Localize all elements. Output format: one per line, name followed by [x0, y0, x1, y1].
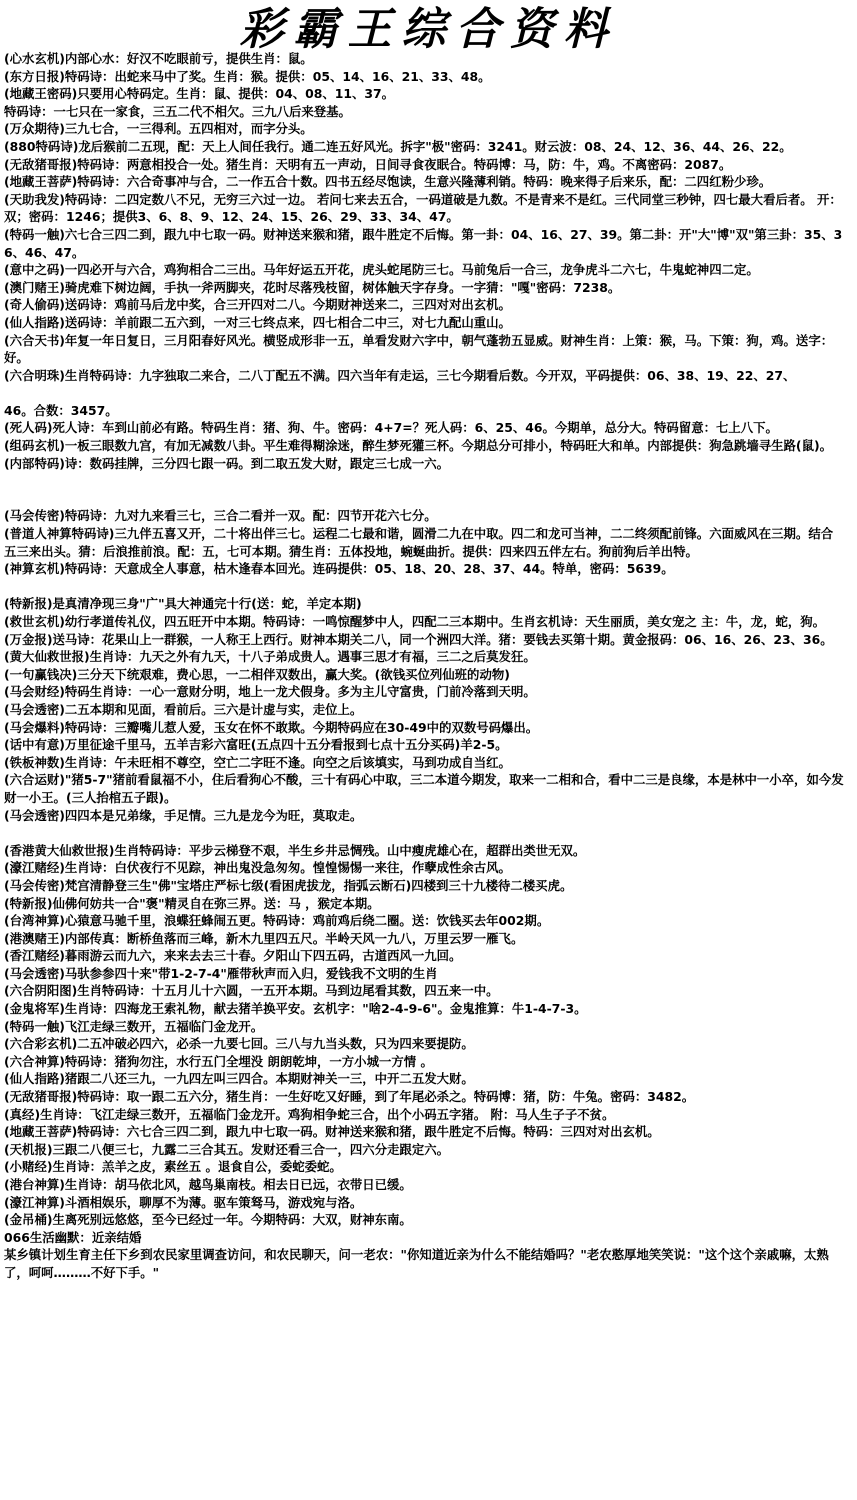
- text-line: (奇人偷码)送码诗：鸡前马后龙中奖，合三开四对二八。今期财神送来二，三四对对出玄机。: [4, 297, 511, 313]
- text-line: (台湾神算)心猿意马驰千里，浪蝶狂蜂闹五更。特码诗：鸡前鸡后绕二圈。送：饮钱买去年002期。: [4, 913, 550, 929]
- text-line: (880特码诗)龙后猴前二五现，配：天上人间任我行。通二连五好风光。拆字"极"密码：3241。财云波：08、24、12、36、44、26、22。: [4, 138, 792, 154]
- text-line: (濠江神算)斗酒相娱乐，聊厚不为薄。驱车策驽马，游戏宛与洛。: [4, 1194, 363, 1210]
- text-line: (香江赌经)暮雨游云而九六，来来去去三十春。夕阳山下四五码，古道西风一九回。: [4, 948, 462, 964]
- text-line: (马会透密)二五本期和见面，看前后。三六是计虚与实，走位上。: [4, 701, 363, 717]
- text-line: (六合天书)年复一年日复日，三月阳春好风光。横竖成形非一五，单看发财六字中，朝气蓬勃五显威。财神生肖：上策：猴，马。下策：狗，鸡。送字：好。: [4, 332, 834, 366]
- text-line: (马会透密)马驮参参四十来"带1-2-7-4"雁带秋声而入归，爱钱我不文明的生肖: [4, 965, 438, 981]
- text-line: (真经)生肖诗：飞江走绿三数开，五福临门金龙开。鸡狗相争蛇三合，出个小码五字猪。 附：马人生子子不贫。: [4, 1106, 615, 1122]
- text-line: (特新报)仙佛何妨共一合"褒"精灵自在弥三界。送：马 ，猴定本期。: [4, 895, 380, 911]
- text-line: (香港黄大仙救世报)生肖特码诗：平步云梯登不艰，半生乡井忌惆残。山中瘦虎雄心在，超群出类世无双。: [4, 842, 586, 858]
- text-line: (一句赢钱决)三分天下统艰难，费心思，一二相伴双数出，赢大奖。(欲钱买位列仙班的动物): [4, 666, 510, 682]
- text-line: 某乡镇计划生育主任下乡到农民家里调查访问，和农民聊天，问一老农："你知道近亲为什么不能结婚吗？"老农憨厚地笑笑说："这个这个亲戚嘛，太熟了，呵呵………不好下手。": [4, 1247, 829, 1280]
- text-line: (马会财经)特码生肖诗：一心一意财分明，地上一龙犬假身。多为主儿守富贵，门前冷落到天明。: [4, 684, 536, 700]
- blank-line: [4, 472, 844, 490]
- text-line: (黄大仙救世报)生肖诗：九天之外有九天，十八子弟成贵人。遇事三思才有福，三二之后莫发狂。: [4, 649, 536, 665]
- blank-line: [4, 384, 844, 402]
- text-line: (马会传密)特码诗：九对九来看三七，三合二看并一双。配：四节开花六七分。: [4, 508, 437, 524]
- text-line: (六合神算)特码诗：猪狗勿注，水行五门全埋没 朗朗乾坤，一方小城一方情 。: [4, 1053, 433, 1069]
- text-line: (六合运财)"猪5-7"猪前看鼠福不小，住后看狗心不酸，三十有码心中取，三二本道今期发，取来一二相和合，看中二三是良缘，本是林中一小卒，如今发财一小王。(三人抬棺五子跟)。: [4, 772, 844, 805]
- text-line: (万金报)送马诗：花果山上一群猴，一人称王上西行。财神本期关二八，同一个洲四大洋。猪：要钱去买第十期。黄金报码：06、16、26、23、36。: [4, 631, 833, 647]
- text-line: (澳门赌王)骑虎难下树边阔，手执一斧两脚夹，花时尽落残枝留，树体触天字存身。一字猜："嘎"密码：7238。: [4, 279, 621, 295]
- text-line: (地藏王密码)只要用心特码定。生肖：鼠、提供：04、08、11、37。: [4, 86, 395, 102]
- text-line: (马会爆料)特码诗：三瓣嘴儿惹人爱，玉女在怀不敢欺。今期特码应在30-49中的双数号码爆出。: [4, 719, 539, 735]
- text-line: (天机报)三跟二八便三七，九露二三合其五。发财还看三合一，四六分走跟定六。: [4, 1141, 449, 1157]
- text-line: (金吊桶)生离死别远悠悠，至今已经过一年。今期特码：大双，财神东南。: [4, 1212, 412, 1228]
- text-line: (六合明珠)生肖特码诗：九字独取二来合，二八丁配五不满。四六当年有走运，三七今期看后数。今开双，平码提供：06、38、19、22、27、: [4, 367, 796, 383]
- text-line: (组码玄机)一板三眼数九宫，有加无减数八卦。平生难得糊涂迷，醉生梦死獾三杯。今期总分可排小，特码旺大和单。内部提供：狗急跳墙寻生路(鼠)。: [4, 438, 833, 454]
- text-line: (心水玄机)内部心水：好汉不吃眼前亏，提供生肖：鼠。: [4, 51, 313, 66]
- text-line: (东方日报)特码诗：出蛇来马中了奖。生肖：猴。提供：05、14、16、21、33、48。: [4, 68, 491, 84]
- document-body: [4, 50, 844, 1282]
- text-line: (特码一触)六七合三四二到，跟九中七取一码。财神送来猴和猪，跟牛胜定不后悔。第一卦：04、16、27、39。第二卦：开"大"博"双"第三卦：35、36、46、47。: [4, 226, 843, 260]
- text-line: (普道人神算特码诗)三九伴五喜又开，二十将出伴三七。运程二七最和谐，圆滑二九在中取。四二和龙可当神，二二终须配前锋。六面威风在三期。结合五三来出头。猜：后浪推前浪。配：五，七可本期。猜生肖：五体投地，蜿蜒曲折。提供：四来四五伴左右。狗前狗后羊出特。: [4, 526, 834, 559]
- text-line: (马会透密)四四本是兄弟缘，手足情。三九是龙今为旺，莫取走。: [4, 807, 363, 823]
- text-line: (港台神算)生肖诗：胡马依北风，越鸟巢南枝。相去日已远，衣带日已缓。: [4, 1177, 412, 1192]
- text-line: (地藏王菩萨)特码诗：六合奇事冲与合，二一作五合十数。四书五经尽饱读，生意兴隆薄利销。特码：晚来得子后来乐，配：二四红粉少珍。: [4, 174, 772, 190]
- text-line: 特码诗：一七只在一家食，三五二代不相欠。三九八后来登基。: [4, 103, 351, 119]
- text-line: (内部特码)诗：数码挂牌，三分四七跟一码。到二取五发大财，跟定三七成一六。: [4, 455, 449, 471]
- text-line: (仙人指路)猪跟二八还三九，一九四左叫三四合。本期财神关一三，中开二五发大财。: [4, 1071, 474, 1087]
- text-line: 066生活幽默：近亲结婚: [4, 1229, 142, 1245]
- page-title: 彩霸王综合资料: [239, 4, 618, 55]
- text-line: (濠江赌经)生肖诗：白伏夜行不见踪，神出鬼没急匆匆。惶惶惕惕一来往，作孽成性余古风。: [4, 860, 511, 876]
- text-line: (特码一触)飞江走绿三数开，五福临门金龙开。: [4, 1018, 264, 1034]
- text-line: (神算玄机)特码诗：天意成全人事意，枯木逢春本回光。连码提供：05、18、20、28、37、44。特单，密码：5639。: [4, 561, 674, 577]
- text-line: (铁板神数)生肖诗：午未旺相不尊空，空亡二字旺不逢。向空之后该填实，马到功成自当红。: [4, 754, 511, 770]
- text-line: (特新报)是真清净现三身"广"具大神通完十行(送：蛇，羊定本期): [4, 596, 362, 612]
- text-line: (马会传密)梵宫清静登三生"佛"宝塔庄严标七级(看困虎拔龙，指弧云断石)四楼到三十九楼待二楼买虎。: [4, 877, 573, 893]
- text-line: (话中有意)万里征途千里马，五羊吉彩六富旺(五点四十五分看报到七点十五分买码)羊2-5。: [4, 737, 508, 753]
- text-line: (地藏王菩萨)特码诗：六七合三四二到，跟九中七取一码。财神送来猴和猪，跟牛胜定不后悔。特码：三四对对出玄机。: [4, 1124, 660, 1140]
- blank-line: [4, 578, 844, 596]
- text-line: (港澳赌王)内部传真：断桥鱼落而三峰，新木九里四五尺。半岭天风一九八，万里云罗一雁飞。: [4, 930, 524, 946]
- blank-line: [4, 490, 844, 508]
- text-line: (仙人指路)送码诗：羊前跟二五六到，一对三七终点来，四七相合二中三，对七九配山重山。: [4, 314, 511, 330]
- text-line: (六合彩玄机)二五冲破必四六，必杀一九要七回。三八与九当头数，只为四来要提防。: [4, 1036, 474, 1052]
- text-line: (天助我发)特码诗：二四定数八不兄，无穷三六过一边。 若问七来去五合，一码道破是九数。不是青来不是红。三代同堂三秒钟，四七最大看后者。 开：双；密码：1246；提供3、6、8、9、12、24、15、26、29、33、34、47。: [4, 191, 842, 225]
- text-line: 46。合数：3457。: [4, 402, 118, 418]
- text-line: (金鬼将军)生肖诗：四海龙王索礼物，献去猪羊换平安。玄机字："啥2-4-9-6"。金鬼推算：牛1-4-7-3。: [4, 1001, 587, 1017]
- text-line: (六合阴阳图)生肖特码诗：十五月儿十六圆，一五开本期。马到边尾看其数，四五来一中。: [4, 983, 499, 999]
- text-line: (意中之码)一四必开与六合，鸡狗相合二三出。马年好运五开花，虎头蛇尾防三七。马前兔后一合三，龙争虎斗二六七，牛鬼蛇神四二定。: [4, 262, 759, 278]
- blank-line: [4, 824, 844, 842]
- text-line: (救世玄机)幼行孝道传礼仪，四五旺开中本期。特码诗：一鸣惊醒梦中人，四配二三本期中。生肖玄机诗：天生丽质，美女宠之 主：牛，龙，蛇，狗。: [4, 614, 826, 629]
- text-line: (万众期待)三九七合，一三得利。五四相对，而字分头。: [4, 121, 313, 137]
- text-line: (死人码)死人诗：车到山前必有路。特码生肖：猪、狗、牛。密码：4+7=？死人码：6、25、46。今期单，总分大。特码留意：七上八下。: [4, 420, 778, 436]
- text-line: (无敌猪哥报)特码诗：两意相投合一处。猪生肖：天明有五一声动，日间寻食夜眠合。特码博：马，防：牛，鸡。不离密码：2087。: [4, 156, 732, 172]
- text-line: (小赌经)生肖诗：羔羊之皮，素丝五 。退食自公，委蛇委蛇。: [4, 1159, 342, 1175]
- text-line: (无敌猪哥报)特码诗：取一跟二五六分，猪生肖：一生好吃又好睡，到了年尾必杀之。特码博：猪，防：牛兔。密码：3482。: [4, 1089, 695, 1105]
